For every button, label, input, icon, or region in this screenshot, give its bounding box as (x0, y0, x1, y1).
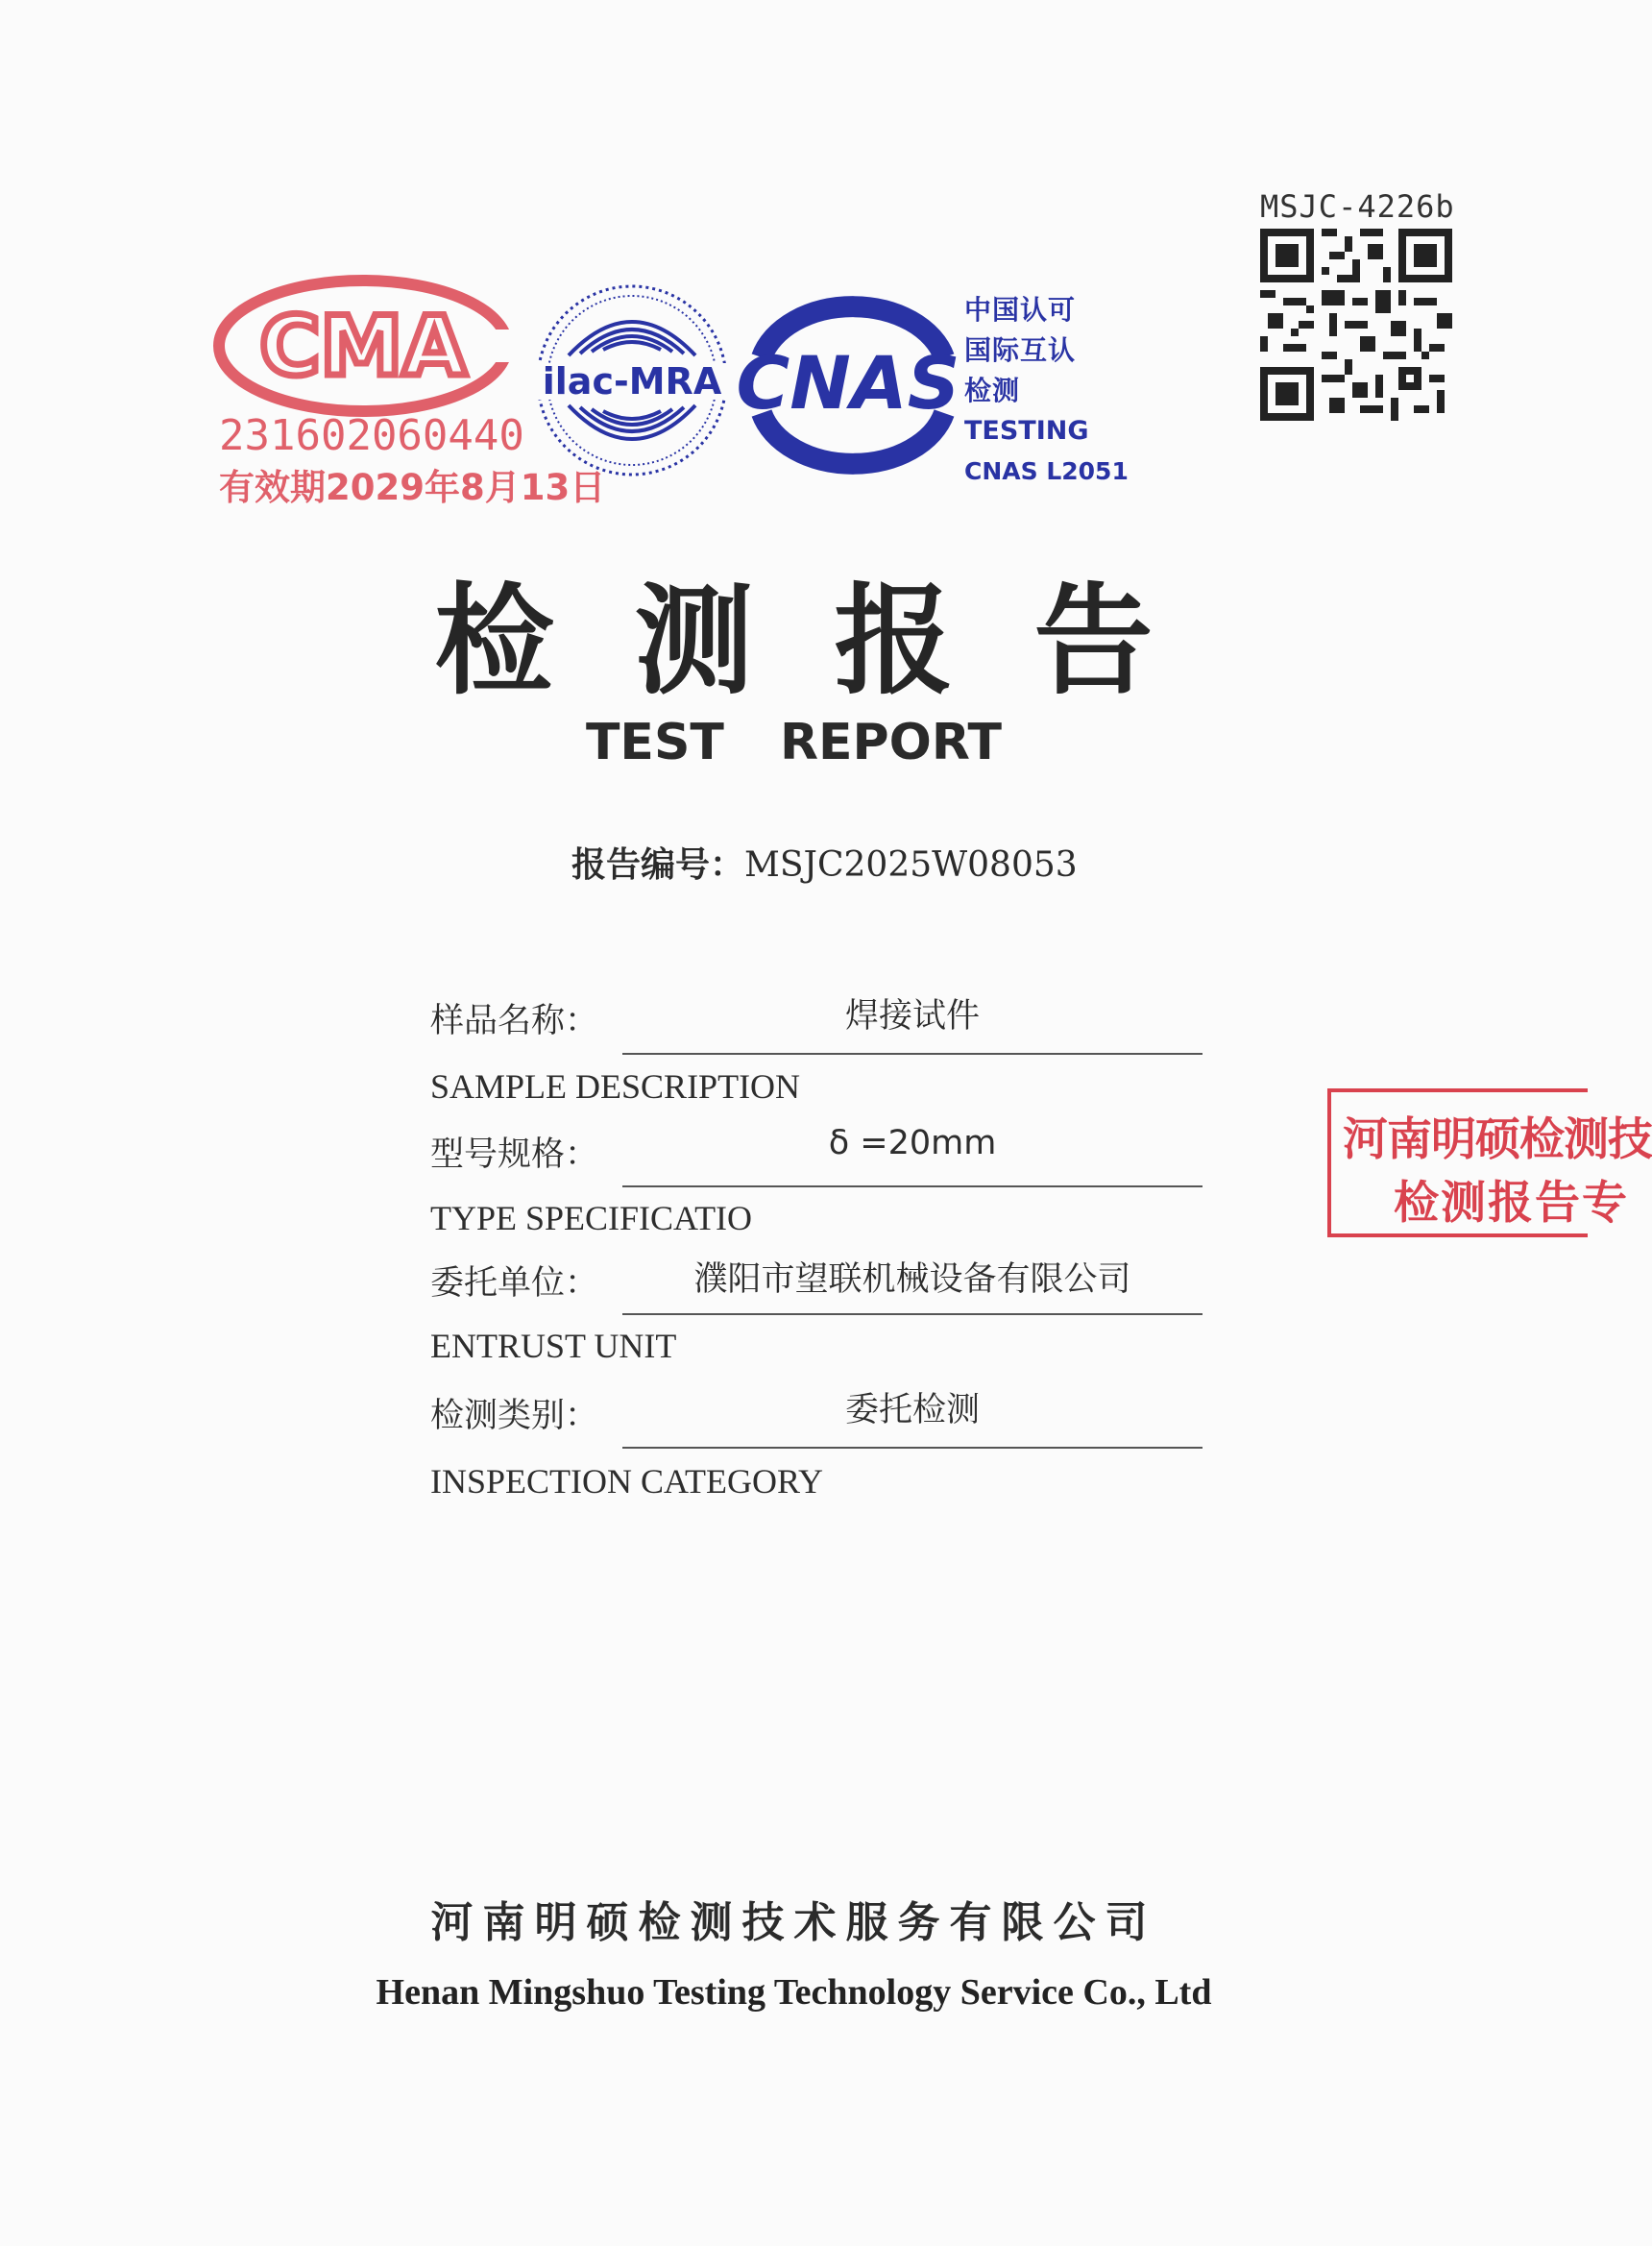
cnas-line-3: 检测 (964, 375, 1021, 406)
ilac-logo-text: ilac-MRA (542, 360, 722, 403)
field-sub-category: INSPECTION CATEGORY (430, 1462, 824, 1501)
field-underline-sample (622, 1053, 1203, 1055)
field-underline-entrust (622, 1313, 1203, 1315)
cnas-line-2: 国际互认 (964, 334, 1077, 366)
field-value-sample: 焊接试件 (844, 997, 980, 1036)
company-name-en: Henan Mingshuo Testing Technology Service Co., Ltd (376, 1972, 1212, 2013)
field-underline-type (622, 1185, 1203, 1187)
report-number-value: MSJC2025W08053 (744, 845, 1078, 885)
cma-logo (213, 274, 513, 418)
company-name-cn: 河南明硕检测技术服务有限公司 (430, 1898, 1157, 1947)
field-sub-entrust: ENTRUST UNIT (430, 1327, 677, 1365)
field-label-entrust: 委托单位： (430, 1264, 599, 1303)
report-title-en: TEST REPORT (585, 714, 1003, 771)
cma-validity: 有效期2029年8月13日 (219, 467, 606, 508)
report-number-label: 报告编号： (571, 845, 745, 885)
cnas-text-block (964, 290, 1129, 492)
field-underline-category (622, 1447, 1203, 1449)
cnas-line-1: 中国认可 (964, 294, 1077, 326)
field-label-type: 型号规格： (430, 1135, 599, 1174)
field-sub-type: TYPE SPECIFICATIO (430, 1199, 753, 1237)
ilac-mra-seal (530, 279, 734, 482)
field-sub-sample: SAMPLE DESCRIPTION (430, 1067, 801, 1106)
cnas-line-5: CNAS L2051 (964, 457, 1129, 485)
stamp-line-2: 检测报告专 (1394, 1177, 1629, 1230)
field-value-type: δ =20mm (828, 1124, 997, 1162)
cma-number: 231602060440 (219, 411, 524, 460)
field-label-category: 检测类别： (430, 1397, 599, 1435)
field-value-entrust: 濮阳市望联机械设备有限公司 (693, 1260, 1131, 1299)
cnas-line-4: TESTING (964, 416, 1089, 446)
cnas-logo (735, 296, 965, 473)
red-seal-stamp (1327, 1088, 1652, 1237)
cma-logo-text: CMA (259, 299, 467, 395)
cnas-logo-text: CNAS (736, 340, 960, 426)
stamp-line-1: 河南明硕检测技 (1343, 1113, 1652, 1166)
field-value-category: 委托检测 (844, 1391, 980, 1429)
field-label-sample: 样品名称： (430, 1002, 599, 1040)
report-title-cn: 检测报告 (434, 572, 1234, 711)
report-number (571, 838, 1078, 887)
qr-code (1260, 229, 1452, 421)
document-code: MSJC-4226b (1260, 188, 1455, 225)
